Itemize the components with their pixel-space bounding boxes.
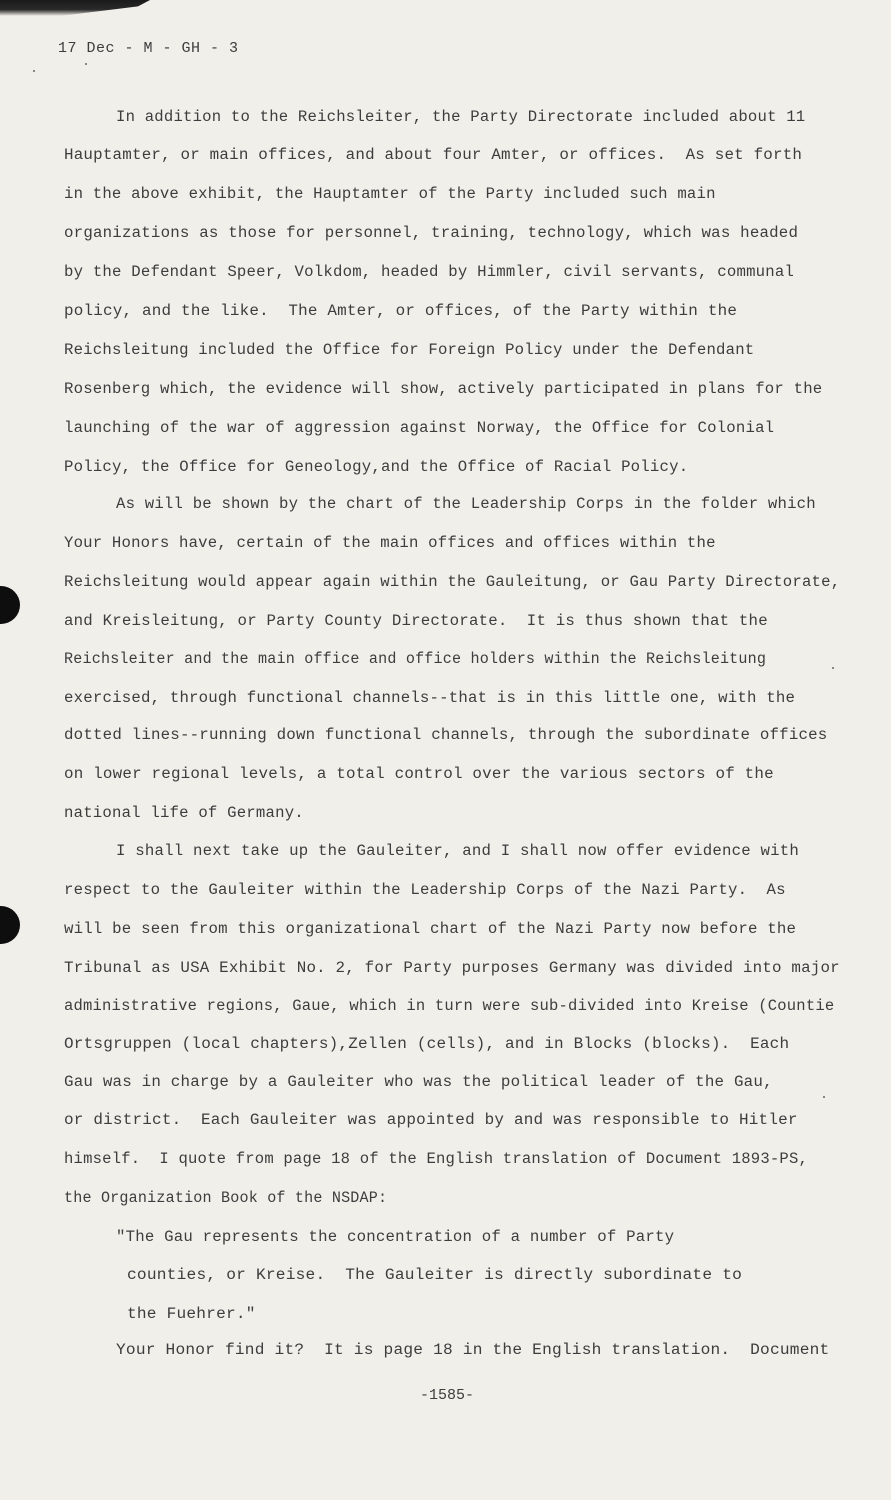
document-line: national life of Germany.	[64, 804, 304, 822]
scan-speck	[823, 1096, 825, 1098]
document-line: policy, and the like. The Amter, or offices, of the Party within the	[64, 302, 738, 320]
document-line: Gau was in charge by a Gauleiter who was the political leader of the Gau,	[64, 1073, 773, 1091]
document-line: in the above exhibit, the Hauptamter of the Party included such main	[64, 185, 716, 203]
document-line: As will be shown by the chart of the Leadership Corps in the folder which	[116, 495, 816, 513]
document-line: Reichsleitung would appear again within the Gauleitung, or Gau Party Directorate,	[64, 573, 841, 591]
document-line: the Fuehrer."	[127, 1305, 256, 1323]
document-line: "The Gau represents the concentration of a number of Party	[116, 1228, 675, 1246]
document-line: exercised, through functional channels--that is in this little one, with the	[64, 689, 796, 707]
document-line: In addition to the Reichsleiter, the Party Directorate included about 11	[116, 108, 806, 126]
document-line: Reichsleitung included the Office for Foreign Policy under the Defendant	[64, 341, 755, 359]
document-line: Ortsgruppen (local chapters),Zellen (cells), and in Blocks (blocks). Each	[64, 1035, 790, 1053]
document-line: organizations as those for personnel, training, technology, which was headed	[64, 224, 799, 242]
document-line: I shall next take up the Gauleiter, and I shall now offer evidence with	[116, 842, 799, 860]
document-line: or district. Each Gauleiter was appointed by and was responsible to Hitler	[64, 1111, 798, 1129]
document-line: will be seen from this organizational chart of the Nazi Party now before the	[64, 920, 797, 938]
document-line: and Kreisleitung, or Party County Directorate. It is thus shown that the	[64, 612, 768, 630]
document-line: Your Honor find it? It is page 18 in the English translation. Document	[116, 1341, 830, 1359]
scan-speck	[832, 667, 834, 669]
scan-speck	[33, 70, 35, 72]
page-header: 17 Dec - M - GH - 3	[58, 40, 239, 57]
document-line: dotted lines--running down functional channels, through the subordinate offices	[64, 726, 828, 744]
punch-hole-bottom	[0, 906, 20, 944]
document-line: Tribunal as USA Exhibit No. 2, for Party purposes Germany was divided into major	[64, 959, 840, 977]
document-line: Policy, the Office for Geneology,and the Office of Racial Policy.	[64, 458, 689, 476]
scan-corner-mark	[0, 0, 150, 16]
document-line: Reichsleiter and the main office and office holders within the Reichsleitung	[64, 650, 767, 668]
scan-speck	[85, 63, 87, 65]
document-line: Rosenberg which, the evidence will show, actively participated in plans for the	[64, 380, 823, 398]
document-line: respect to the Gauleiter within the Leadership Corps of the Nazi Party. As	[64, 881, 786, 899]
punch-hole-top	[0, 586, 20, 624]
document-line: the Organization Book of the NSDAP:	[64, 1189, 388, 1207]
document-line: Your Honors have, certain of the main offices and offices within the	[64, 534, 716, 552]
document-line: by the Defendant Speer, Volkdom, headed by Himmler, civil servants, communal	[64, 263, 795, 281]
document-line: launching of the war of aggression against Norway, the Office for Colonial	[64, 419, 775, 437]
document-line: administrative regions, Gaue, which in turn were sub-divided into Kreise (Countie	[64, 997, 835, 1015]
page-number: -1585-	[420, 1387, 475, 1404]
document-line: on lower regional levels, a total control over the various sectors of the	[64, 765, 774, 783]
document-line: himself. I quote from page 18 of the English translation of Document 1893-PS,	[64, 1150, 809, 1168]
document-line: counties, or Kreise. The Gauleiter is directly subordinate to	[127, 1266, 743, 1284]
document-line: Hauptamter, or main offices, and about four Amter, or offices. As set forth	[64, 146, 803, 164]
